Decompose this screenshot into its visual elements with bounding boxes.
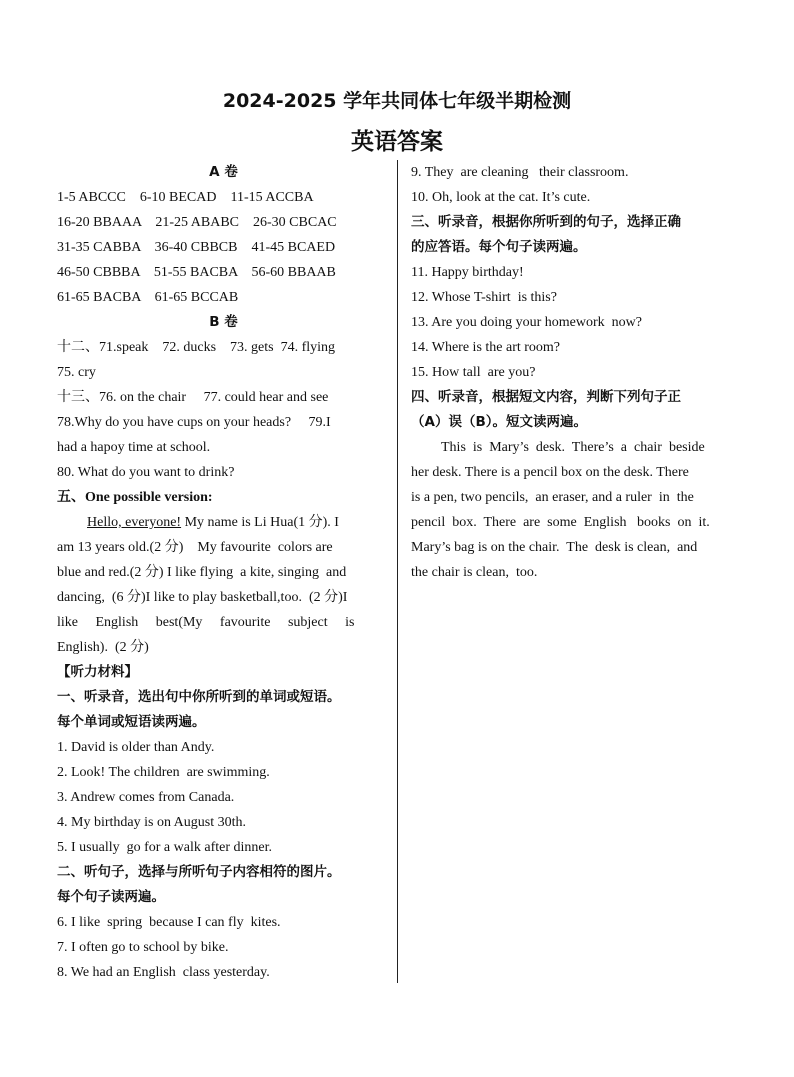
- list-item: 6. I like spring because I can fly kites.: [57, 915, 281, 930]
- list-item: 9. They are cleaning their classroom.: [411, 165, 629, 180]
- list-item: 5. I usually go for a walk after dinner.: [57, 840, 272, 855]
- list-item: 10. Oh, look at the cat. It’s cute.: [411, 190, 591, 205]
- right-column: [411, 160, 737, 585]
- list-item: 3. Andrew comes from Canada.: [57, 790, 235, 805]
- listening-heading: 【听力材料】: [57, 664, 138, 680]
- answer-line: 61-65 BACBA 61-65 BCCAB: [57, 290, 239, 305]
- section-3-heading-cont: 的应答语。每个句子读两遍。: [411, 239, 587, 255]
- list-item: 7. I often go to school by bike.: [57, 940, 229, 955]
- q12-answers: 十二、71.speak 72. ducks 73. gets 74. flying: [57, 340, 336, 355]
- passage-line: her desk. There is a pencil box on the desk. There: [411, 465, 689, 480]
- list-item: 1. David is older than Andy.: [57, 740, 215, 755]
- writing-line-rest: My name is Li Hua(1 分). I: [181, 515, 339, 530]
- q13-answers-cont: 80. What do you want to drink?: [57, 465, 235, 480]
- answer-line: 16-20 BBAAA 21-25 ABABC 26-30 CBCAC: [57, 215, 337, 230]
- q13-answers-cont: had a hapoy time at school.: [57, 440, 211, 455]
- list-item: 12. Whose T-shirt is this?: [411, 290, 557, 305]
- section-4-heading-cont: （A）误（B）。短文读两遍。: [411, 414, 587, 430]
- list-item: 8. We had an English class yesterday.: [57, 965, 270, 980]
- page-title: 2024-2025 学年共同体七年级半期检测: [222, 90, 572, 112]
- writing-line: English). (2 分): [57, 640, 149, 655]
- list-item: 11. Happy birthday!: [411, 265, 524, 280]
- answer-line: 46-50 CBBBA 51-55 BACBA 56-60 BBAAB: [57, 265, 336, 280]
- passage-line: pencil box. There are some English books on it.: [411, 515, 710, 530]
- q13-answers: 十三、76. on the chair 77. could hear and see: [57, 390, 329, 405]
- column-divider: [397, 160, 398, 983]
- part-b-heading: B 卷: [209, 314, 238, 330]
- page-subtitle: 英语答案: [351, 129, 443, 155]
- list-item: 2. Look! The children are swimming.: [57, 765, 270, 780]
- left-column: [57, 160, 390, 985]
- q12-answers-cont: 75. cry: [57, 365, 96, 380]
- section-3-heading: 三、听录音，根据你所听到的句子，选择正确: [411, 214, 681, 230]
- section-4-heading: 四、听录音，根据短文内容，判断下列句子正: [411, 389, 681, 405]
- writing-heading: 五、One possible version:: [57, 490, 213, 505]
- passage-line: This is Mary’s desk. There’s a chair beside: [441, 440, 705, 455]
- list-item: 13. Are you doing your homework now?: [411, 315, 642, 330]
- list-item: 4. My birthday is on August 30th.: [57, 815, 247, 830]
- section-1-heading: 一、听录音，选出句中你所听到的单词或短语。: [57, 689, 341, 705]
- section-2-heading: 二、听句子，选择与所听句子内容相符的图片。: [57, 864, 341, 880]
- writing-line: [57, 510, 390, 535]
- writing-line: like English best(My favourite subject is: [57, 615, 355, 630]
- passage-line: is a pen, two pencils, an eraser, and a ruler in the: [411, 490, 694, 505]
- list-item: 15. How tall are you?: [411, 365, 536, 380]
- passage-line: the chair is clean, too.: [411, 565, 538, 580]
- writing-line: blue and red.(2 分) I like flying a kite, singing and: [57, 565, 347, 580]
- writing-line: dancing, (6 分)I like to play basketball,too. (2 分)I: [57, 590, 348, 605]
- answer-line: 1-5 ABCCC 6-10 BECAD 11-15 ACCBA: [57, 190, 314, 205]
- section-2-heading-cont: 每个句子读两遍。: [57, 889, 165, 905]
- part-a-heading: A 卷: [209, 164, 238, 180]
- q13-answers-cont: 78.Why do you have cups on your heads? 79.I: [57, 415, 331, 430]
- writing-line: am 13 years old.(2 分) My favourite colors are: [57, 540, 333, 555]
- answer-line: 31-35 CABBA 36-40 CBBCB 41-45 BCAED: [57, 240, 336, 255]
- list-item: 14. Where is the art room?: [411, 340, 561, 355]
- passage-line: Mary’s bag is on the chair. The desk is clean, and: [411, 540, 698, 555]
- writing-greeting: Hello, everyone!: [87, 515, 182, 530]
- section-1-heading-cont: 每个单词或短语读两遍。: [57, 714, 206, 730]
